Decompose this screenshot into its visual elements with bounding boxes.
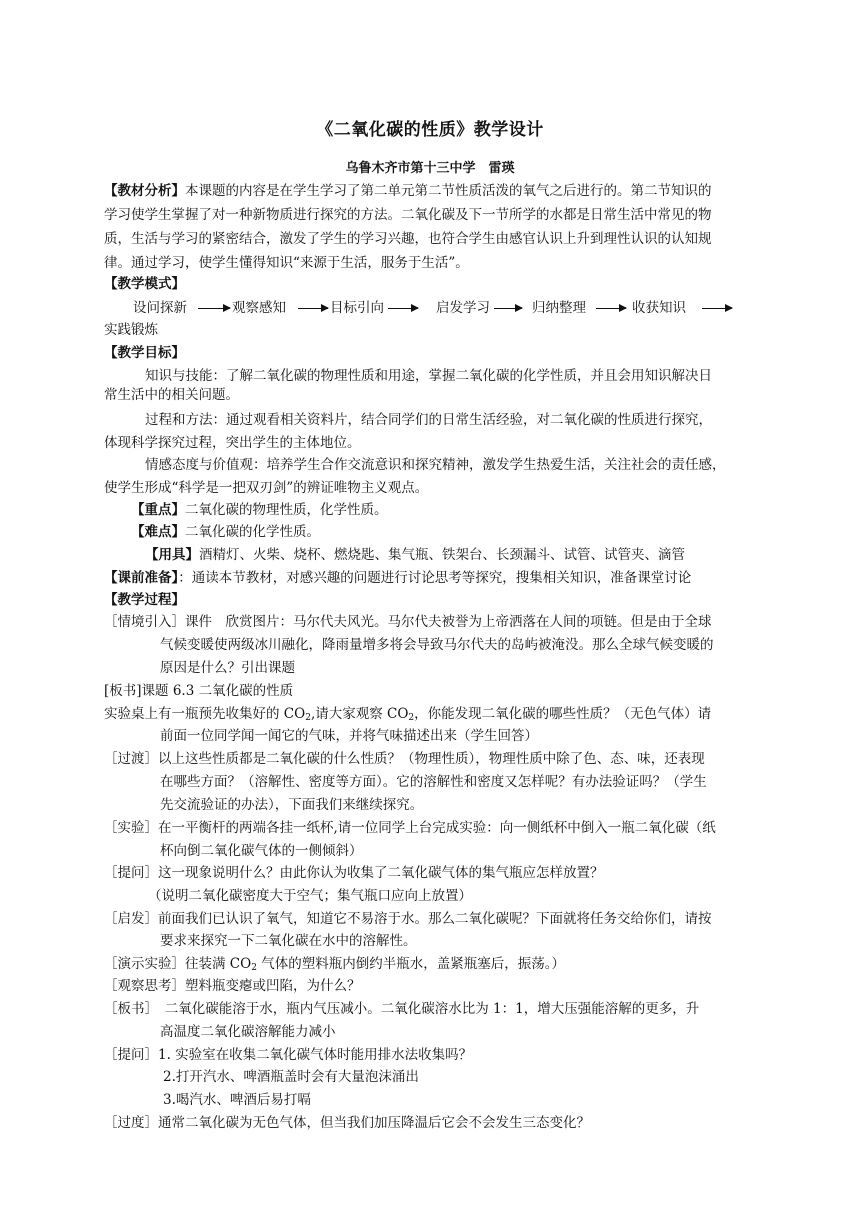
analysis-label: 【教材分析】 — [104, 183, 185, 199]
board-title: [板书]课题 6.3 二氧化碳的性质 — [104, 683, 294, 699]
observe-line-2: 前面一位同学闻一闻它的气味，并将气味描述出来（学生回答） — [160, 728, 538, 744]
mode-label: 【教学模式】 — [104, 276, 185, 292]
question2-line-3: 3.喝汽水、啤酒后易打嗝 — [163, 1092, 311, 1108]
flow-arrow-icon — [388, 308, 418, 309]
goals-label: 【教学目标】 — [104, 345, 185, 361]
author-line: 乌鲁木齐市第十三中学 雷瑛 — [345, 161, 515, 176]
goal-emotion-line-2: 使学生形成“科学是一把双刃剑”的辨证唯物主义观点。 — [104, 480, 429, 496]
intro-line-1: ［情境引入］课件 欣赏图片：马尔代夫风光。马尔代夫被誉为上帝洒落在人间的项链。但是由于全球 — [104, 614, 712, 630]
inspire-line-1: ［启发］前面我们已认识了氧气，知道它不易溶于水。那么二氧化碳呢？下面就将任务交给你们，请按 — [104, 911, 712, 927]
experiment-line-2: 杯向倒二氧化碳气体的一侧倾斜） — [160, 843, 363, 859]
goal-process-line-2: 体现科学探究过程，突出学生的主体地位。 — [104, 435, 361, 451]
flow-arrow-icon — [596, 308, 626, 309]
intro-line-3: 原因是什么？引出课题 — [160, 660, 295, 676]
transition1-line-1: ［过渡］以上这些性质都是二氧化碳的什么性质？（物理性质），物理性质中除了色、态、味，还表现 — [104, 751, 705, 767]
inspire-line-2: 要求来探究一下二氧化碳在水中的溶解性。 — [160, 933, 417, 949]
board2-line-2: 高温度二氧化碳溶解能力减小 — [160, 1024, 336, 1040]
board2-line-1: ［板书］ 二氧化碳能溶于水，瓶内气压减小。二氧化碳溶水比为 1：1，增大压强能溶解的更多，升 — [104, 1001, 700, 1017]
document-title: 《二氧化碳的性质》教学设计 — [316, 120, 544, 140]
goal-knowledge-line-1: 知识与技能：了解二氧化碳的物理性质和用途，掌握二氧化碳的化学性质，并且会用知识解决日 — [145, 368, 712, 384]
flow-arrow-icon — [298, 308, 328, 309]
analysis-line-3: 质，生活与学习的紧密结合，激发了学生的学习兴趣，也符合学生由感官认识上升到理性认识的认知规 — [104, 231, 712, 247]
mode-step-5: 归纳整理 — [532, 300, 586, 316]
demo-experiment: ［演示实验］往装满 $CO_2$ 气体的塑料瓶内倒约半瓶水，盖紧瓶塞后，振荡。） — [104, 956, 565, 973]
observe-think: ［观察思考］塑料瓶变瘪或凹陷，为什么？ — [104, 978, 361, 994]
transition2: ［过度］通常二氧化碳为无色气体，但当我们加压降温后它会不会发生三态变化？ — [104, 1115, 590, 1131]
question2-line-1: ［提问］1. 实验室在收集二氧化碳气体时能用排水法收集吗？ — [104, 1047, 473, 1063]
difficulty: 【难点】二氧化碳的化学性质。 — [131, 524, 320, 540]
mode-step-6: 收获知识 — [632, 300, 686, 316]
mode-step-2: 观察感知 — [232, 300, 286, 316]
flow-arrow-icon — [702, 308, 732, 309]
goal-emotion-line-1: 情感态度与价值观：培养学生合作交流意识和探究精神，激发学生热爱生活，关注社会的责任感， — [145, 457, 726, 473]
experiment-line-1: ［实验］在一平衡杆的两端各挂一纸杯,请一位同学上台完成实验：向一侧纸杯中倒入一瓶二氧化碳（纸 — [104, 820, 716, 836]
question1: ［提问］这一现象说明什么？由此你认为收集了二氧化碳气体的集气瓶应怎样放置？ — [104, 865, 604, 881]
observe-line-1: 实验桌上有一瓶预先收集好的 $CO_2$,请大家观察 $CO_2$，你能发现二氧化碳的哪些性质？（无色气体）请 — [104, 706, 712, 723]
analysis-line-1: 【教材分析】本课题的内容是在学生学习了第二单元第二节性质活泼的氧气之后进行的。第二节知识的 — [104, 183, 712, 199]
preparation: 【课前准备】：通读本节教材，对感兴趣的问题进行讨论思考等探究，搜集相关知识，准备课堂讨论 — [104, 570, 692, 586]
flow-arrow-icon — [494, 308, 522, 309]
transition1-line-3: 先交流验证的办法），下面我们来继续探究。 — [160, 797, 424, 813]
intro-line-2: 气候变暖使两级冰川融化，降雨量增多将会导致马尔代夫的岛屿被淹没。那么全球气候变暖的 — [160, 637, 714, 653]
flow-arrow-icon — [198, 308, 230, 309]
process-label: 【教学过程】 — [104, 592, 185, 608]
mode-step-4: 启发学习 — [436, 300, 490, 316]
goal-knowledge-line-2: 常生活中的相关问题。 — [104, 387, 239, 403]
tools: 【用具】酒精灯、火柴、烧杯、燃烧匙、集气瓶、铁架台、长颈漏斗、试管、试管夹、滴管 — [145, 547, 685, 563]
key-point: 【重点】二氧化碳的物理性质，化学性质。 — [131, 502, 388, 518]
mode-step-3: 目标引向 — [330, 300, 384, 316]
goal-process-line-1: 过程和方法：通过观看相关资料片，结合同学们的日常生活经验，对二氧化碳的性质进行探究， — [145, 412, 712, 428]
question1-note: （说明二氧化碳密度大于空气；集气瓶口应向上放置） — [148, 888, 472, 904]
analysis-line-4: 律。通过学习，使学生懂得知识“来源于生活，服务于生活”。 — [104, 255, 469, 271]
transition1-line-2: 在哪些方面？（溶解性、密度等方面）。它的溶解性和密度又怎样呢？有办法验证吗？（学生 — [160, 774, 707, 790]
mode-step-1: 设问探新 — [133, 300, 187, 316]
analysis-line-2: 学习使学生掌握了对一种新物质进行探究的方法。二氧化碳及下一节所学的水都是日常生活中常见的物 — [104, 207, 712, 223]
mode-last-step: 实践锻炼 — [104, 322, 158, 338]
question2-line-2: 2.打开汽水、啤酒瓶盖时会有大量泡沫涌出 — [163, 1069, 419, 1085]
